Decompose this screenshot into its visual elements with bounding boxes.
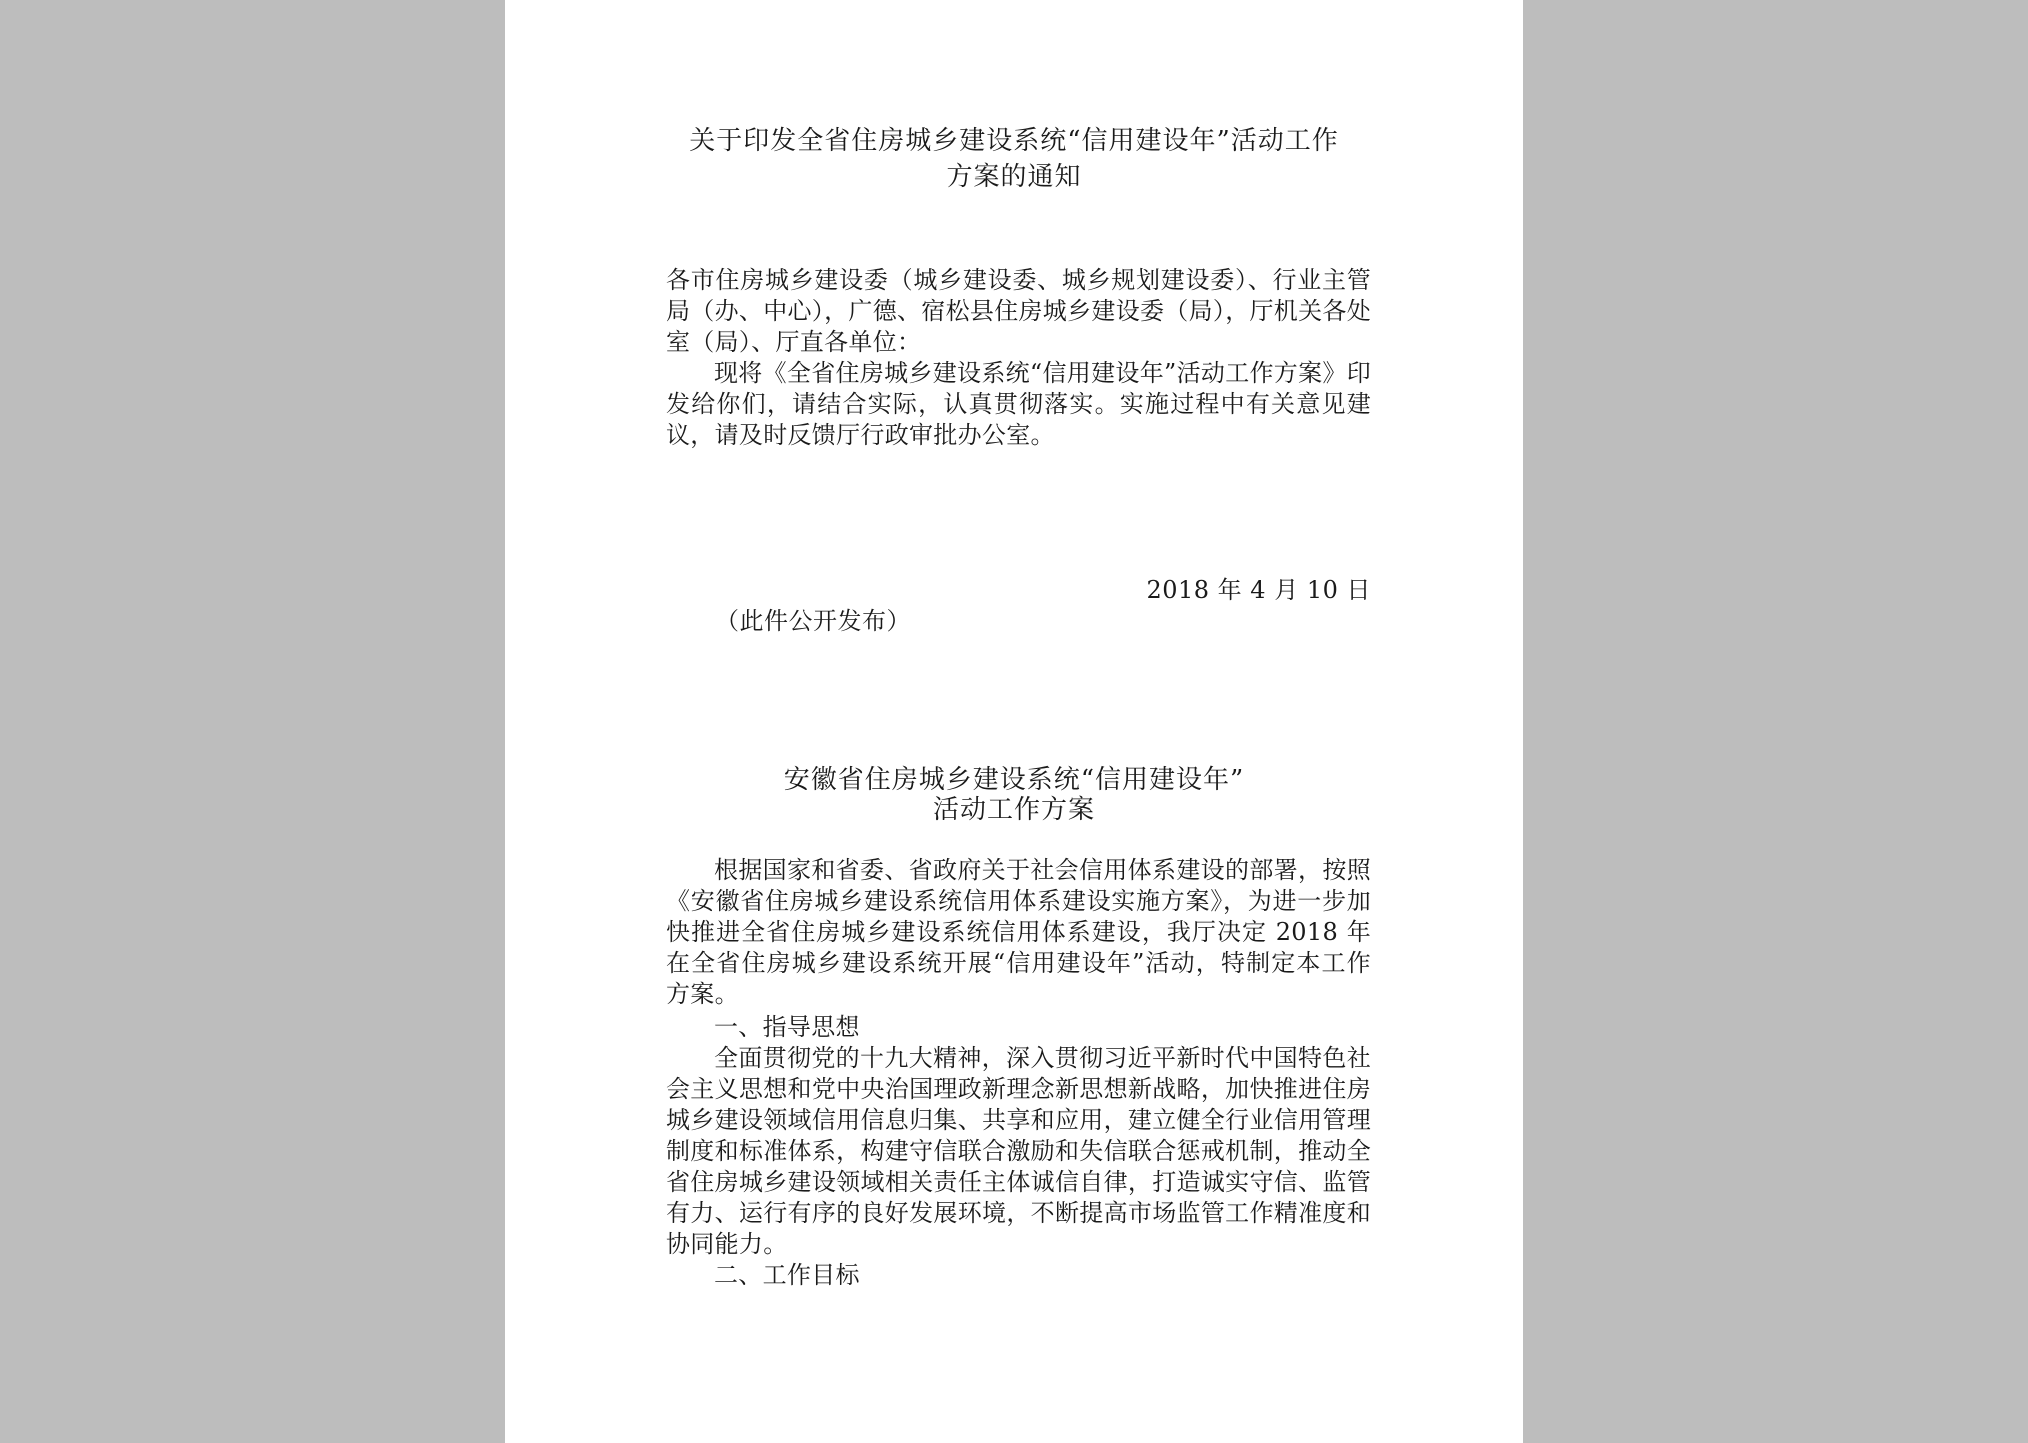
plan-intro: 根据国家和省委、省政府关于社会信用体系建设的部署，按照《安徽省住房城乡建设系统信用体系建设实施方案》，为进一步加快推进全省住房城乡建设系统信用体系建设，我厅决定 2018 年在全省住房城乡建设系统开展“信用建设年”活动，特制定本工作方案。 [666, 856, 1371, 1008]
plan-title-line-2: 活动工作方案 [932, 795, 1095, 825]
notice-title-line-2: 方案的通知 [946, 162, 1082, 192]
notice-date: 2018 年 4 月 10 日 [1146, 576, 1371, 604]
section-1-body: 全面贯彻党的十九大精神，深入贯彻习近平新时代中国特色社会主义思想和党中央治国理政新理念新思想新战略，加快推进住房城乡建设领域信用信息归集、共享和应用，建立健全行业信用管理制度和标准体系，构建守信联合激励和失信联合惩戒机制，推动全省住房城乡建设领域相关责任主体诚信自律，打造诚实守信、监管有力、运行有序的良好发展环境，不断提高市场监管工作精准度和协同能力。 [666, 1044, 1371, 1258]
notice-title-line-1: 关于印发全省住房城乡建设系统“信用建设年”活动工作 [689, 126, 1339, 156]
section-2-heading: 二、工作目标 [714, 1261, 860, 1289]
section-1-heading: 一、指导思想 [714, 1013, 860, 1041]
document-page [505, 0, 1523, 1443]
plan-title-line-1: 安徽省住房城乡建设系统“信用建设年” [783, 765, 1245, 795]
notice-body: 现将《全省住房城乡建设系统“信用建设年”活动工作方案》印发给你们，请结合实际，认真贯彻落实。实施过程中有关意见建议，请及时反馈厅行政审批办公室。 [666, 359, 1371, 449]
notice-recipients: 各市住房城乡建设委（城乡建设委、城乡规划建设委）、行业主管局（办、中心），广德、宿松县住房城乡建设委（局），厅机关各处室（局）、厅直各单位： [666, 266, 1371, 356]
release-note: （此件公开发布） [715, 607, 911, 635]
